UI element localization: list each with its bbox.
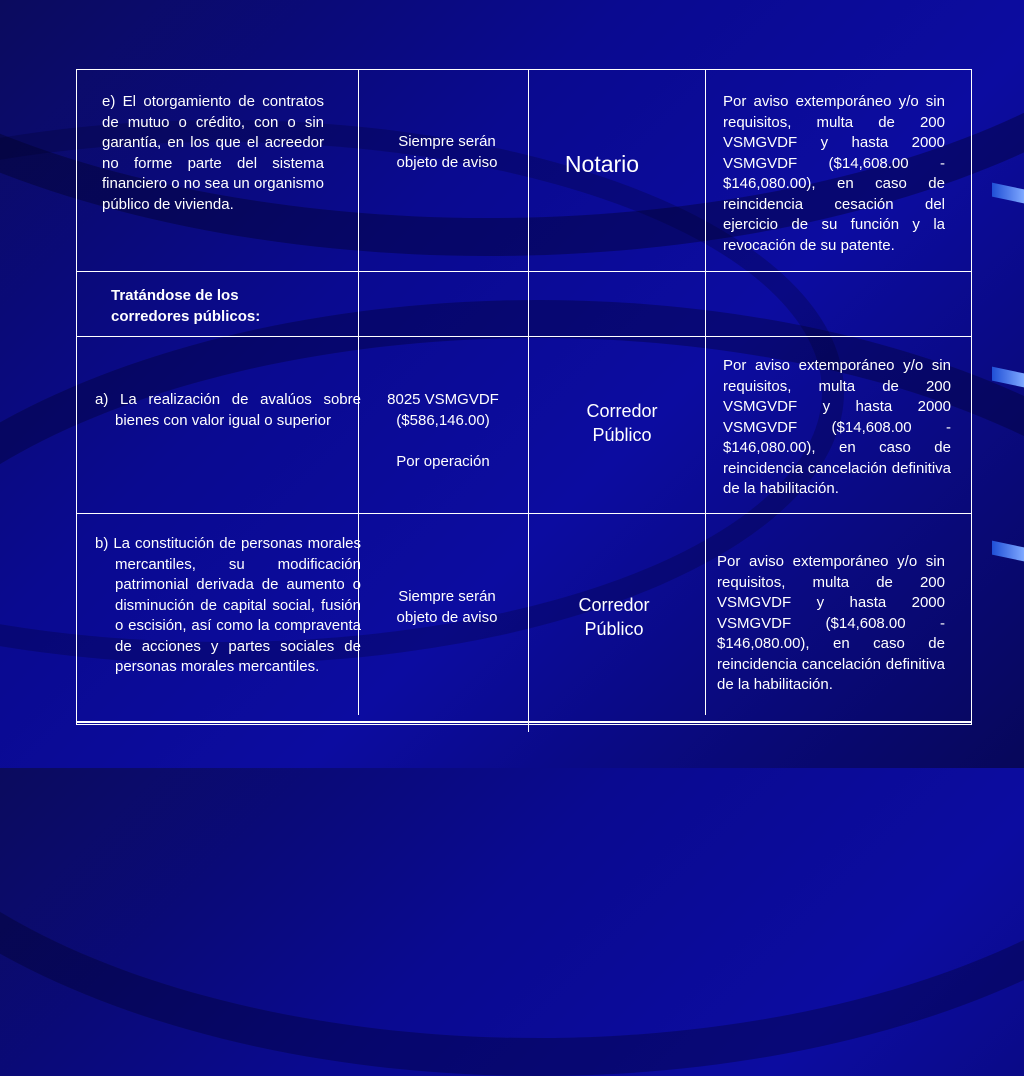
row-description: a) La realización de avalúos sobre bienes con valor igual o superior xyxy=(95,391,361,429)
row-threshold: Siempre serán objeto de aviso xyxy=(396,588,498,626)
row-subject: Notario xyxy=(564,151,640,177)
row-threshold: Siempre serán objeto de aviso xyxy=(396,133,498,171)
row-description: e) El otorgamiento de contratos de mutuo o crédito, con o sin garantía, en los que el acreedor no forme parte del sistema financiero o no sea un organismo público de vivienda. xyxy=(102,93,324,213)
decorative-accent xyxy=(992,183,1024,204)
row-subject: Corredor Público xyxy=(586,401,658,445)
column-divider xyxy=(705,70,706,715)
threshold-value: 8025 VSMGVDF xyxy=(387,391,499,408)
row-sanction: Por aviso extemporáneo y/o sin requisitos, multa de 200 VSMGVDF y hasta 2000 VSMGVDF ($14,608.00 - $146,080.00), en caso de reincidencia cancelación definitiva de la habilitación. xyxy=(717,553,945,693)
row-divider xyxy=(77,271,971,272)
threshold-unit: Por operación xyxy=(396,453,490,470)
row-sanction: Por aviso extemporáneo y/o sin requisitos, multa de 200 VSMGVDF y hasta 2000 VSMGVDF ($14,608.00 - $146,080.00), en caso de reincidencia cesación del ejercicio de su función y la revocación de su patente. xyxy=(723,93,945,254)
row-description: b) La constitución de personas morales mercantiles, su modificación patrimonial derivada de aumento o disminución de capital social, fusión o escisión, así como la compraventa de acciones y partes sociales de personas morales mercantiles. xyxy=(95,535,361,675)
row-divider xyxy=(77,513,971,514)
threshold-amount: ($586,146.00) xyxy=(396,411,490,429)
obligations-table xyxy=(76,69,972,725)
section-heading: Tratándose de los corredores públicos: xyxy=(111,287,261,325)
row-subject: Corredor Público xyxy=(578,595,650,639)
row-sanction: Por aviso extemporáneo y/o sin requisitos, multa de 200 VSMGVDF y hasta 2000 VSMGVDF ($14,608.00 - $146,080.00), en caso de reincidencia cancelación definitiva de la habilitación. xyxy=(723,357,951,497)
row-divider xyxy=(77,336,971,337)
row-divider xyxy=(77,721,971,723)
row-threshold xyxy=(365,390,521,473)
